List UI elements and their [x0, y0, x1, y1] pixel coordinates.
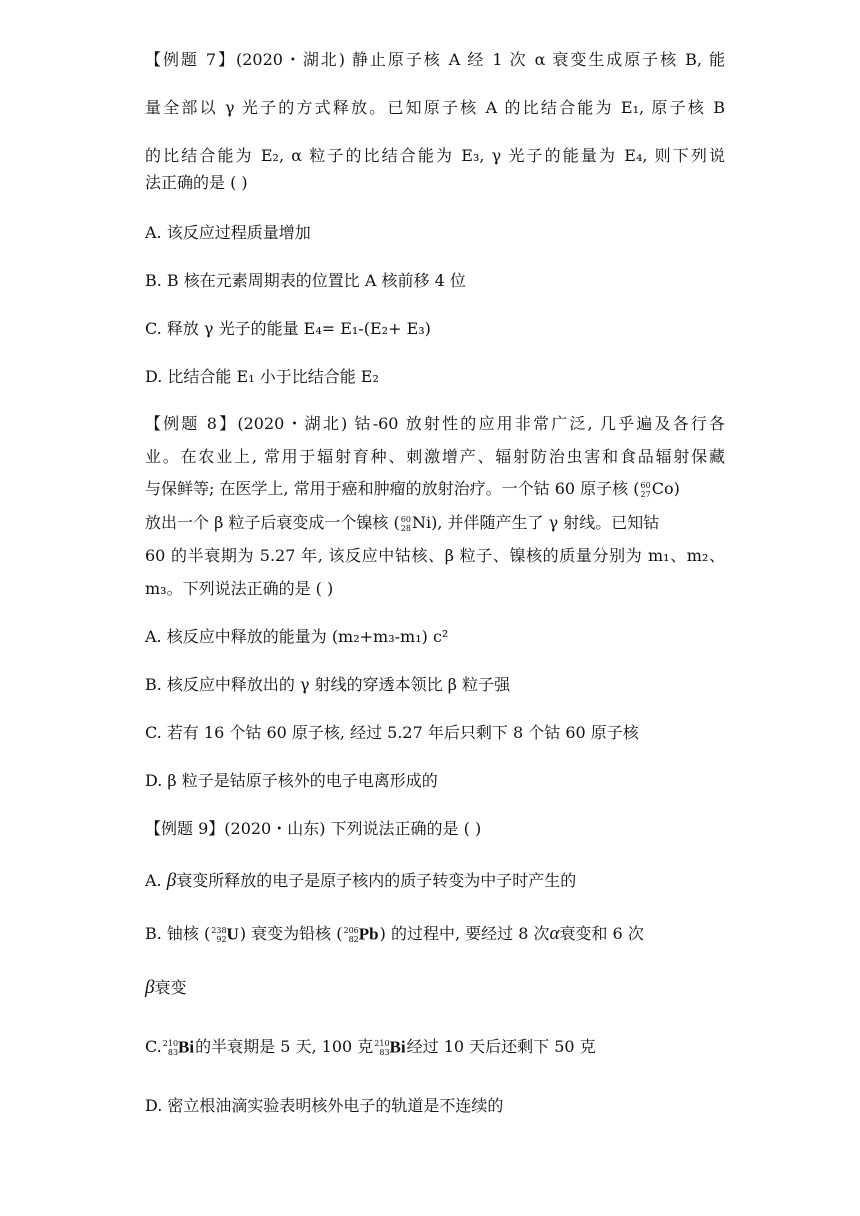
beta-symbol: β [145, 977, 155, 998]
bi-mass-number: 210 [162, 1038, 179, 1048]
lead-nuclide [344, 923, 379, 946]
bi-symbol: Bi [178, 1037, 195, 1057]
q7-option-b: B. B 核在元素周期表的位置比 A 核前移 4 位 [145, 271, 466, 290]
q8-option-a: A. 核反应中释放的能量为 (m₂+m₃-m₁) c² [145, 627, 449, 646]
pb-symbol: Pb [358, 924, 379, 944]
u-atomic-number: 92 [216, 934, 227, 944]
q9-b-part-4: 衰变和 6 次 [559, 924, 644, 943]
nickel-nuclide [401, 513, 411, 535]
bi-atomic-number: 83 [167, 1047, 179, 1057]
q9-b-part-1: B. 铀核 ( [145, 924, 211, 943]
q8-line-4-end: Ni), 并伴随产生了 γ 射线。已知钴 [411, 513, 660, 532]
q9-option-c [145, 1036, 725, 1059]
q9-option-d: D. 密立根油滴实验表明核外电子的轨道是不连续的 [145, 1096, 504, 1115]
bi-symbol: Bi [389, 1037, 406, 1057]
bi-mass-number: 210 [374, 1038, 390, 1048]
co-mass-number: 60 [640, 481, 651, 490]
q8-line-4 [145, 512, 725, 535]
ni-mass-number: 60 [400, 515, 411, 524]
q9-option-b-line-1 [145, 923, 725, 946]
q7-option-a: A. 该反应过程质量增加 [145, 223, 311, 242]
co-atomic-number: 27 [640, 490, 651, 499]
q8-line-3 [145, 478, 725, 501]
q8-option-d: D. β 粒子是钴原子核外的电子电离形成的 [145, 771, 438, 790]
bi-atomic-number: 83 [379, 1047, 390, 1057]
pb-atomic-number: 82 [348, 934, 359, 944]
q8-line-6: m₃。下列说法正确的是 ( ) [145, 579, 334, 598]
q8-line-2: 业。在农业上, 常用于辐射育种、刺激增产、辐射防治虫害和食品辐射保藏 [145, 447, 725, 466]
bismuth-nuclide-2 [374, 1036, 405, 1059]
u-mass-number: 238 [211, 925, 227, 935]
alpha-symbol: α [549, 923, 560, 944]
beta-symbol: β [166, 870, 177, 891]
cobalt-nuclide [641, 479, 651, 501]
q7-option-c: C. 释放 γ 光子的能量 E₄= E₁-(E₂+ E₃) [145, 319, 431, 338]
q9-b-part-5: 衰变 [154, 978, 187, 997]
q7-line-1: 【例题 7】(2020・湖北) 静止原子核 A 经 1 次 α 衰变生成原子核 B, 能 [145, 50, 725, 69]
q8-option-c: C. 若有 16 个钴 60 原子核, 经过 5.27 年后只剩下 8 个钴 60 原子核 [145, 723, 639, 742]
q9-a-prefix: A. [145, 871, 162, 890]
q9-option-a [145, 870, 725, 892]
ni-atomic-number: 28 [400, 524, 411, 533]
q8-line-3-end: Co) [651, 479, 680, 498]
q8-option-b: B. 核反应中释放出的 γ 射线的穿透本领比 β 粒子强 [145, 675, 511, 694]
q7-line-4: 法正确的是 ( ) [145, 173, 248, 192]
q7-option-d: D. 比结合能 E₁ 小于比结合能 E₂ [145, 367, 379, 386]
pb-mass-number: 206 [343, 925, 359, 935]
u-symbol: U [226, 924, 239, 944]
q9-c-part-3: 经过 10 天后还剩下 50 克 [406, 1037, 596, 1056]
uranium-nuclide [211, 923, 239, 946]
q9-stem: 【例题 9】(2020・山东) 下列说法正确的是 ( ) [145, 819, 482, 838]
q8-line-3-text: 与保鲜等; 在医学上, 常用于癌和肿瘤的放射治疗。一个钴 60 原子核 ( [145, 479, 640, 498]
q9-c-part-2: 的半衰期是 5 天, 100 克 [195, 1037, 374, 1056]
q8-line-1: 【例题 8】(2020・湖北) 钴-60 放射性的应用非常广泛, 几乎遍及各行各 [145, 414, 725, 433]
q8-line-5: 60 的半衰期为 5.27 年, 该反应中钴核、β 粒子、镍核的质量分别为 m₁、m₂、 [145, 546, 725, 565]
q8-line-4-text: 放出一个 β 粒子后衰变成一个镍核 ( [145, 513, 400, 532]
q9-a-text: 衰变所释放的电子是原子核内的质子转变为中子时产生的 [176, 871, 577, 890]
q9-c-prefix: C. [145, 1037, 162, 1056]
q7-line-3: 的比结合能为 E₂, α 粒子的比结合能为 E₃, γ 光子的能量为 E₄, 则下列说 [145, 146, 725, 165]
q9-b-part-2: ) 衰变为铅核 ( [239, 924, 343, 943]
bismuth-nuclide [163, 1036, 194, 1059]
q9-b-part-3: ) 的过程中, 要经过 8 次 [379, 924, 550, 943]
q9-option-b-line-2 [145, 977, 725, 999]
q7-line-2: 量全部以 γ 光子的方式释放。已知原子核 A 的比结合能为 E₁, 原子核 B [145, 98, 725, 117]
